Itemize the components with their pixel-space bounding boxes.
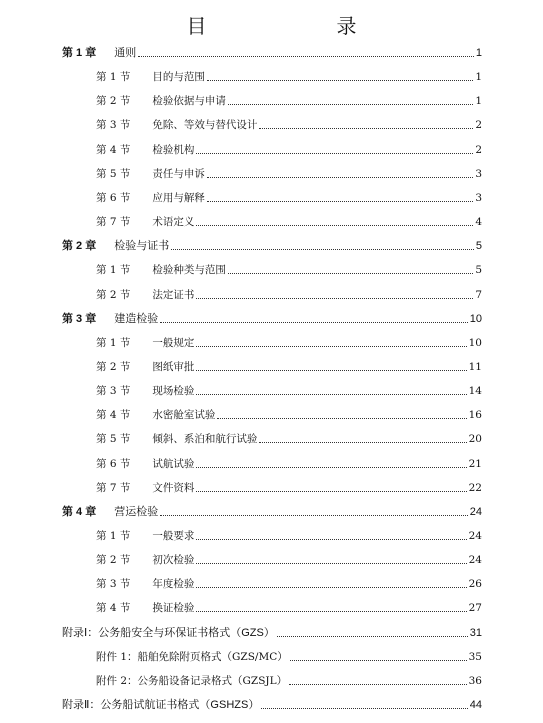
toc-entry-title: 试航试验 <box>152 457 195 470</box>
dot-leader <box>290 659 467 661</box>
toc-entry-number: 第 6 节 <box>96 191 131 204</box>
toc-entry-appendix[interactable] <box>62 694 482 712</box>
toc-entry-number: 第 3 节 <box>96 385 131 398</box>
toc-entry-section[interactable] <box>96 549 482 567</box>
toc-entry-title: 换证检验 <box>152 602 195 615</box>
toc-entry-title: 公务船试航证书格式（GSHZS） <box>100 699 260 712</box>
toc-entry-number: 附录Ⅰ： <box>62 626 99 639</box>
toc-entry-title: 年度检验 <box>152 578 195 591</box>
toc-entry-title: 文件资料 <box>152 481 195 494</box>
toc-entry-page-number: 16 <box>468 409 482 422</box>
toc-entry-title: 现场检验 <box>152 385 195 398</box>
toc-entry-section[interactable] <box>96 380 482 398</box>
dot-leader <box>196 562 466 564</box>
toc-entry-page-number: 22 <box>468 481 482 494</box>
dot-leader <box>259 441 466 443</box>
toc-entry-title: 水密舱室试验 <box>152 409 216 422</box>
toc-entry-number: 第 2 节 <box>96 288 131 301</box>
toc-entry-page-number: 35 <box>468 650 482 663</box>
toc-entry-page-number: 5 <box>475 240 482 253</box>
toc-entry-page-number: 14 <box>468 385 482 398</box>
toc-entry-section[interactable] <box>96 356 482 374</box>
toc-entry-chapter[interactable] <box>62 308 482 326</box>
toc-entry-page-number: 1 <box>475 71 482 84</box>
dot-leader <box>207 79 473 81</box>
toc-entry-number: 第 1 节 <box>96 71 131 84</box>
toc-entry-chapter[interactable] <box>62 501 482 519</box>
toc-entry-page-number: 3 <box>475 167 482 180</box>
dot-leader <box>207 176 473 178</box>
dot-leader <box>196 466 466 468</box>
toc-entry-title: 检验种类与范围 <box>152 264 226 277</box>
toc-entry-section[interactable] <box>96 211 482 229</box>
toc-entry-number: 第 5 节 <box>96 433 131 446</box>
toc-entry-page-number: 20 <box>468 433 482 446</box>
toc-entry-number: 第 5 节 <box>96 167 131 180</box>
toc-entry-section[interactable] <box>96 477 482 495</box>
toc-entry-title: 通则 <box>114 47 137 59</box>
dot-leader <box>277 635 468 637</box>
toc-entry-page-number: 1 <box>475 47 482 59</box>
toc-entry-page-number: 24 <box>468 530 482 542</box>
dot-leader <box>196 345 466 347</box>
toc-entry-section[interactable] <box>96 573 482 591</box>
toc-entry-title: 检验依据与申请 <box>152 95 226 108</box>
toc-entry-number: 第 3 节 <box>96 119 131 132</box>
toc-entry-section[interactable] <box>96 525 482 543</box>
toc-entry-page-number: 26 <box>468 578 482 591</box>
toc-entry-section[interactable] <box>96 90 482 108</box>
toc-entry-title: 公务船安全与环保证书格式（GZS） <box>98 626 275 639</box>
toc-entry-title: 法定证书 <box>152 288 195 301</box>
dot-leader <box>228 272 473 274</box>
toc-entry-attachment[interactable] <box>96 646 482 664</box>
page-title: 目 录 <box>186 14 387 38</box>
toc-entry-number: 第 2 节 <box>96 360 131 373</box>
toc-entry-page-number: 3 <box>475 191 482 204</box>
toc-entry-number: 附件 1： <box>96 650 138 663</box>
toc-entry-title: 建造检验 <box>114 312 159 325</box>
toc-entry-section[interactable] <box>96 114 482 132</box>
table-of-contents <box>0 42 543 723</box>
toc-entry-page-number: 24 <box>468 554 482 567</box>
toc-entry-chapter[interactable] <box>62 42 482 60</box>
dot-leader <box>289 683 467 685</box>
dot-leader <box>261 707 467 709</box>
toc-entry-chapter[interactable] <box>62 235 482 253</box>
toc-entry-title: 一般要求 <box>152 530 195 542</box>
toc-entry-page-number: 27 <box>468 602 482 615</box>
toc-entry-page-number: 10 <box>468 336 482 349</box>
toc-entry-title: 一般规定 <box>152 336 195 349</box>
toc-entry-section[interactable] <box>96 163 482 181</box>
toc-entry-section[interactable] <box>96 139 482 157</box>
dot-leader <box>196 393 466 395</box>
dot-leader <box>196 152 473 154</box>
toc-entry-attachment[interactable] <box>96 670 482 688</box>
toc-entry-title: 术语定义 <box>152 216 195 229</box>
toc-entry-number: 附录Ⅱ： <box>62 699 101 712</box>
dot-leader <box>171 248 474 250</box>
toc-entry-page-number: 2 <box>475 119 482 132</box>
toc-entry-number: 第 7 节 <box>96 216 131 229</box>
dot-leader <box>196 369 466 371</box>
toc-entry-title: 初次检验 <box>152 554 195 567</box>
toc-entry-page-number: 7 <box>475 288 482 301</box>
toc-entry-appendix[interactable] <box>62 622 482 640</box>
toc-entry-title: 倾斜、系泊和航行试验 <box>152 433 258 446</box>
toc-entry-section[interactable] <box>96 428 482 446</box>
toc-entry-title: 营运检验 <box>114 505 159 518</box>
dot-leader <box>196 538 466 540</box>
toc-entry-section[interactable] <box>96 453 482 471</box>
toc-entry-section[interactable] <box>96 187 482 205</box>
toc-entry-title: 免除、等效与替代设计 <box>152 119 258 132</box>
toc-entry-title: 船舶免除附页格式（GZS/MC） <box>137 650 288 663</box>
toc-entry-section[interactable] <box>96 597 482 615</box>
toc-entry-number: 第 7 节 <box>96 481 131 494</box>
toc-entry-page-number: 2 <box>475 143 482 156</box>
dot-leader <box>138 55 474 57</box>
toc-entry-number: 第 1 节 <box>96 530 131 542</box>
toc-entry-section[interactable] <box>96 66 482 84</box>
toc-entry-title: 目的与范围 <box>152 71 205 84</box>
toc-entry-number: 第 1 节 <box>96 336 131 349</box>
dot-leader <box>196 610 466 612</box>
toc-entry-number: 第 2 节 <box>96 554 131 567</box>
dot-leader <box>196 490 466 492</box>
toc-entry-number: 第 4 节 <box>96 143 131 156</box>
dot-leader <box>196 297 473 299</box>
toc-entry-page-number: 36 <box>468 674 482 687</box>
toc-entry-number: 第 1 节 <box>96 264 131 277</box>
toc-entry-title: 责任与申诉 <box>152 167 205 180</box>
toc-entry-page-number: 44 <box>469 699 482 712</box>
dot-leader <box>217 417 466 419</box>
toc-entry-number: 第 4 章 <box>62 505 97 518</box>
toc-entry-section[interactable] <box>96 284 482 302</box>
dot-leader <box>228 103 473 105</box>
toc-entry-section[interactable] <box>96 404 482 422</box>
toc-entry-page-number: 21 <box>468 457 482 470</box>
dot-leader <box>259 127 473 129</box>
toc-entry-page-number: 4 <box>475 216 482 229</box>
toc-entry-number: 第 2 章 <box>62 240 97 253</box>
toc-entry-page-number: 11 <box>468 360 482 373</box>
toc-entry-page-number: 10 <box>469 312 482 325</box>
toc-entry-section[interactable] <box>96 332 482 350</box>
toc-entry-title: 检验与证书 <box>114 240 170 253</box>
toc-entry-number: 第 6 节 <box>96 457 131 470</box>
toc-entry-number: 第 3 章 <box>62 312 97 325</box>
toc-entry-number: 附件 2： <box>96 674 138 687</box>
toc-entry-section[interactable] <box>96 259 482 277</box>
toc-entry-title: 图纸审批 <box>152 360 195 373</box>
toc-entry-page-number: 1 <box>475 95 482 108</box>
dot-leader <box>160 514 468 516</box>
dot-leader <box>160 321 468 323</box>
dot-leader <box>207 200 473 202</box>
toc-entry-number: 第 1 章 <box>62 47 97 59</box>
toc-entry-title: 检验机构 <box>152 143 195 156</box>
toc-entry-page-number: 24 <box>469 505 482 518</box>
toc-entry-page-number: 5 <box>475 264 482 277</box>
toc-entry-number: 第 4 节 <box>96 602 131 615</box>
toc-entry-title: 公务船设备记录格式（GZSJL） <box>137 674 288 687</box>
toc-entry-page-number: 31 <box>469 626 482 639</box>
toc-entry-number: 第 3 节 <box>96 578 131 591</box>
dot-leader <box>196 224 473 226</box>
toc-entry-title: 应用与解释 <box>152 191 205 204</box>
toc-entry-number: 第 2 节 <box>96 95 131 108</box>
toc-entry-number: 第 4 节 <box>96 409 131 422</box>
dot-leader <box>196 586 466 588</box>
